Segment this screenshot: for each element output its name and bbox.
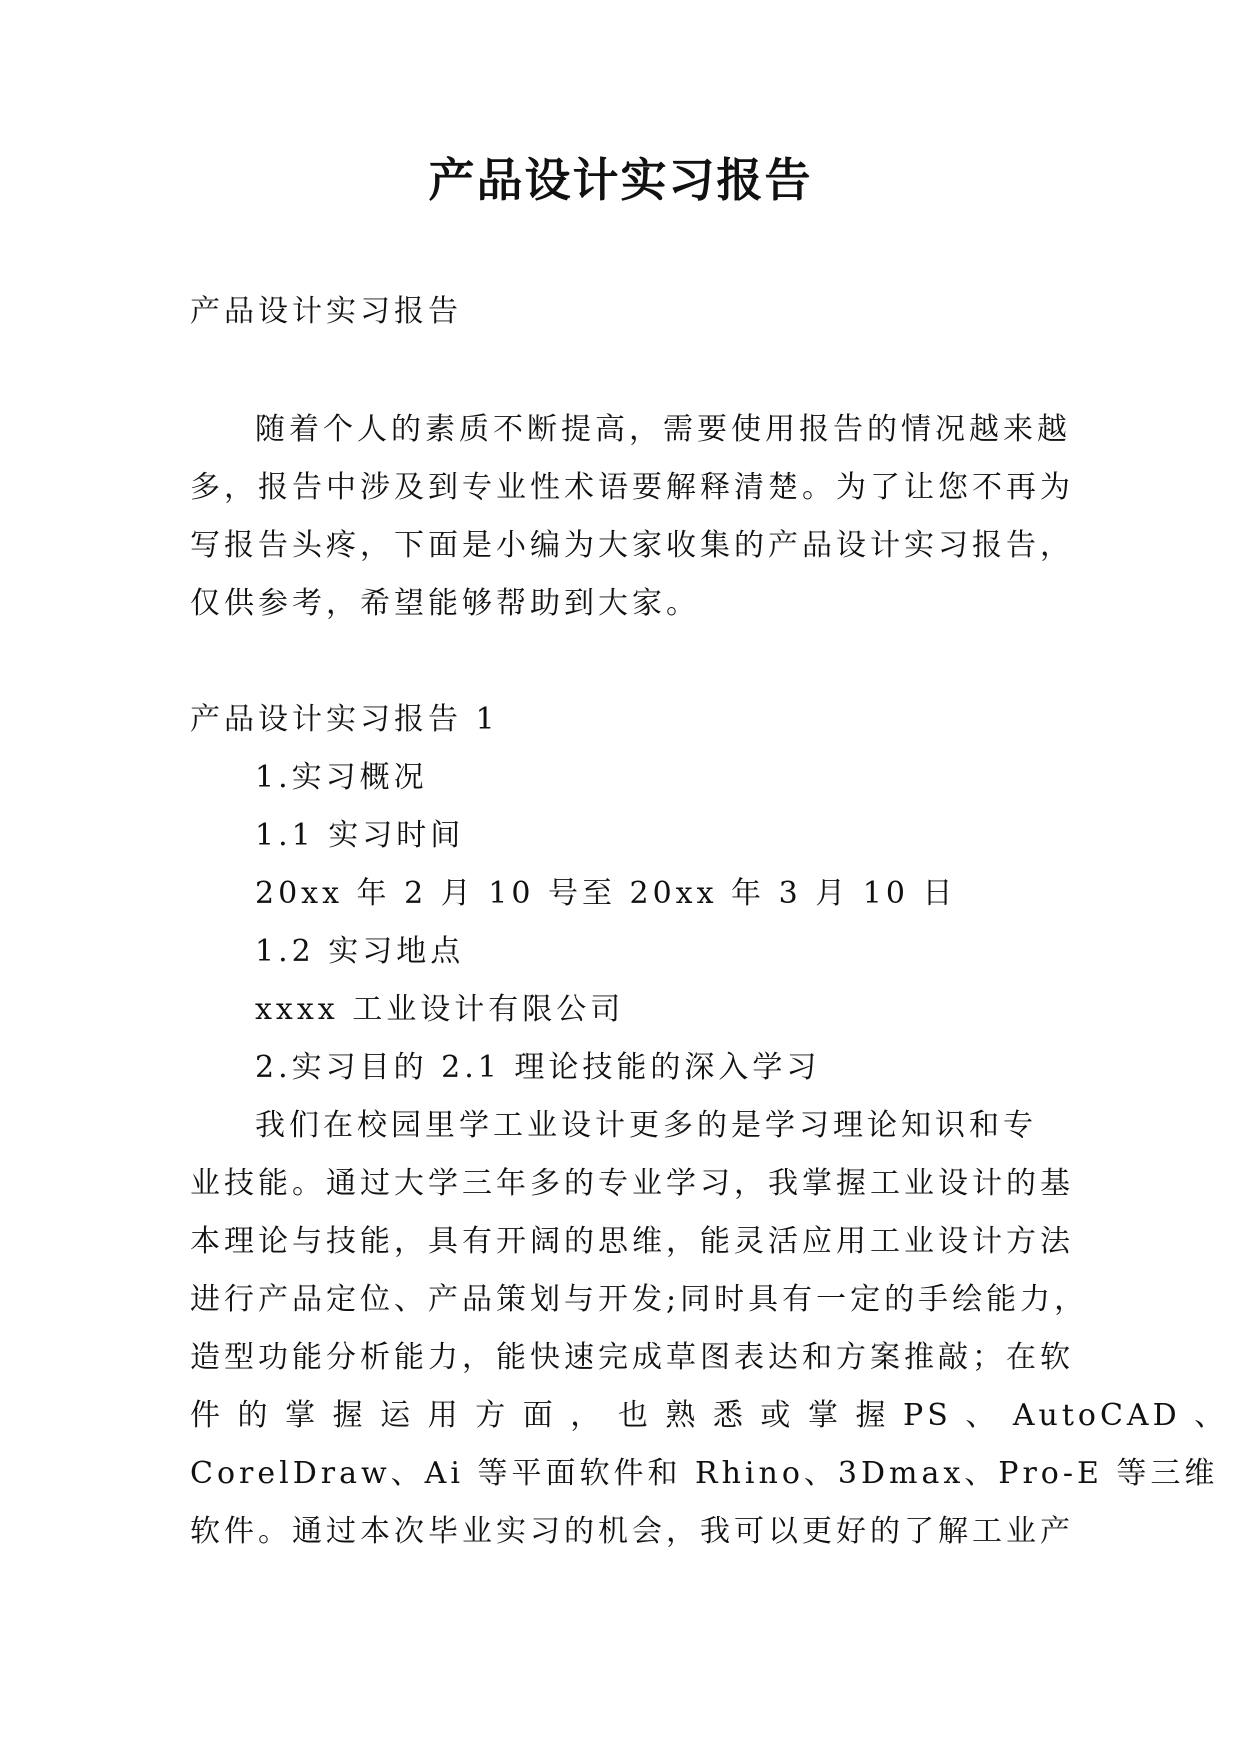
document-subtitle: 产品设计实习报告 — [190, 294, 462, 329]
outline-item: 1.实习概况 — [255, 760, 428, 795]
body-line: 进行产品定位、产品策划与开发;同时具有一定的手绘能力， — [190, 1282, 1089, 1317]
document-title: 产品设计实习报告 — [428, 153, 813, 207]
outline-item: 20xx 年 2 月 10 号至 20xx 年 3 月 10 日 — [255, 876, 957, 911]
body-line: 造型功能分析能力，能快速完成草图表达和方案推敲；在软 — [190, 1340, 1074, 1375]
outline-item: 1.1 实习时间 — [255, 818, 465, 853]
outline-item: xxxx 工业设计有限公司 — [255, 992, 625, 1027]
intro-line: 随着个人的素质不断提高，需要使用报告的情况越来越 — [255, 412, 1071, 447]
intro-line: 仅供参考，希望能够帮助到大家。 — [190, 586, 700, 621]
outline-item: 1.2 实习地点 — [255, 934, 465, 969]
body-line: 软件。通过本次毕业实习的机会，我可以更好的了解工业产 — [190, 1514, 1074, 1549]
body-line: CorelDraw、Ai 等平面软件和 Rhino、3Dmax、Pro-E 等三维 — [190, 1456, 1219, 1491]
section-heading: 产品设计实习报告 1 — [190, 702, 499, 737]
body-line: 件 的 掌 握 运 用 方 面 ， 也 熟 悉 或 掌 握 PS 、 AutoCAD 、 — [190, 1398, 1229, 1433]
body-line: 我们在校园里学工业设计更多的是学习理论知识和专 — [255, 1108, 1037, 1143]
intro-line: 多，报告中涉及到专业性术语要解释清楚。为了让您不再为 — [190, 470, 1074, 505]
body-line: 业技能。通过大学三年多的专业学习，我掌握工业设计的基 — [190, 1166, 1074, 1201]
intro-line: 写报告头疼，下面是小编为大家收集的产品设计实习报告， — [190, 528, 1074, 563]
body-line: 本理论与技能，具有开阔的思维，能灵活应用工业设计方法 — [190, 1224, 1074, 1259]
outline-item: 2.实习目的 2.1 理论技能的深入学习 — [255, 1050, 821, 1085]
